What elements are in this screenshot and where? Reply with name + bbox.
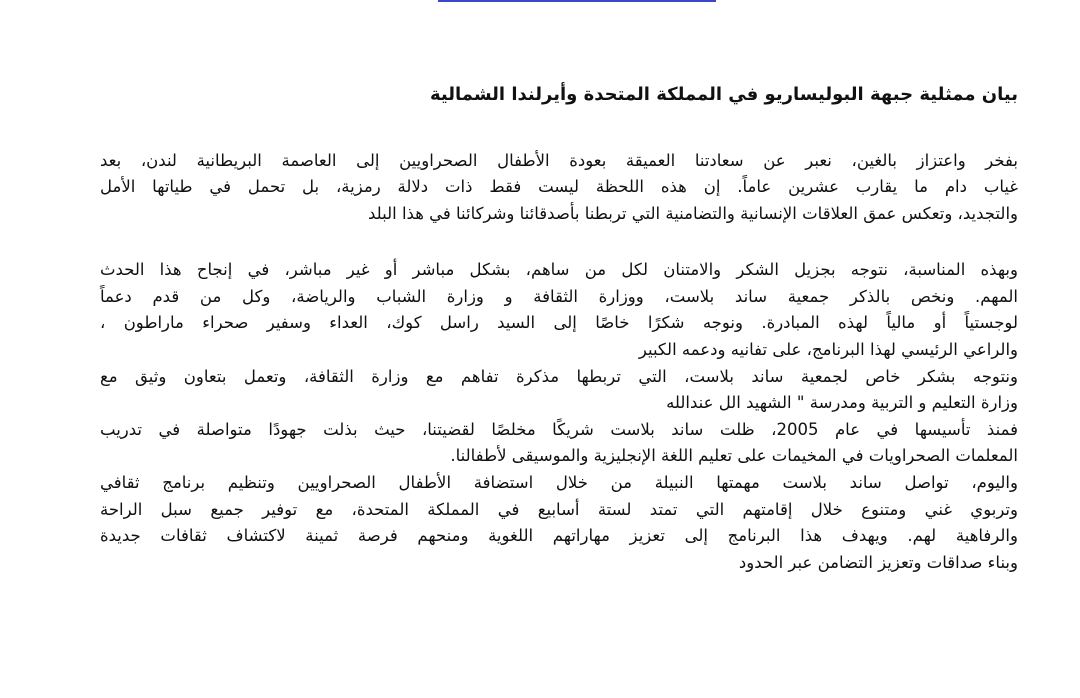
paragraph-intro (100, 148, 1018, 227)
text-line: غياب دام ما يقارب عشرين عاماً. إن هذه اللحظة ليست فقط ذات دلالة رمزية، بل تحمل في طياتها الأمل (100, 177, 1018, 197)
text-line: والتجديد، وتعكس عمق العلاقات الإنسانية والتضامنية التي تربطنا بأصدقائنا وشركائنا في هذا البلد (367, 203, 1018, 223)
top-link-underline (438, 0, 716, 2)
statement-document (100, 82, 1018, 606)
text-line: ونتوجه بشكر خاص لجمعية ساند بلاست، التي تربطها مذكرة تفاهم مع وزارة الثقافة، وتعمل بتعاون وثيق مع (100, 366, 1018, 386)
text-line: لوجستياً أو مالياً لهذه المبادرة. ونوجه شكرًا خاصًا إلى السيد راسل كوك، العداء وسفير صحراء ماراطون ، (100, 313, 1018, 333)
text-line: والرفاهية لهم. ويهدف هذا البرنامج إلى تعزيز مهاراتهم اللغوية ومنحهم فرصة ثمينة لاكتشاف ثقافات جديدة (100, 526, 1018, 546)
text-line: وزارة التعليم و التربية ومدرسة " الشهيد الل عندالله (666, 393, 1018, 413)
paragraph-thanks (100, 257, 1018, 576)
text-line: المعلمات الصحراويات في المخيمات على تعليم اللغة الإنجليزية والموسيقى لأطفالنا. (450, 446, 1018, 466)
text-line: بفخر واعتزاز بالغين، نعبر عن سعادتنا العميقة بعودة الأطفال الصحراويين إلى العاصمة البريطانية لندن، بعد (100, 151, 1018, 170)
text-line: وتربوي غني ومتنوع خلال إقامتهم التي تمتد لستة أسابيع في المملكة المتحدة، مع توفير جميع سبل الراحة (100, 499, 1018, 519)
text-line: وبهذه المناسبة، نتوجه بجزيل الشكر والامتنان لكل من ساهم، بشكل مباشر أو غير مباشر، في إنجاح هذا الحدث (100, 260, 1018, 280)
text-line: المهم. ونخص بالذكر جمعية ساند بلاست، ووزارة الثقافة و وزارة الشباب والرياضة، وكل من قدم دعماً (100, 286, 1018, 306)
text-line: والراعي الرئيسي لهذا البرنامج، على تفانيه ودعمه الكبير (638, 340, 1018, 359)
text-line: وبناء صداقات وتعزيز التضامن عبر الحدود (738, 552, 1018, 572)
text-line: واليوم، تواصل ساند بلاست مهمتها النبيلة من خلال استضافة الأطفال الصحراويين وتنظيم برنامج ثقافي (100, 472, 1018, 492)
document-title: بيان ممثلية جبهة البوليساريو في المملكة المتحدة وأيرلندا الشمالية (429, 84, 1018, 105)
text-line: فمنذ تأسيسها في عام 2005، ظلت ساند بلاست شريكًا مخلصًا لقضيتنا، حيث بذلت جهودًا متواصلة في تدريب (100, 419, 1018, 439)
